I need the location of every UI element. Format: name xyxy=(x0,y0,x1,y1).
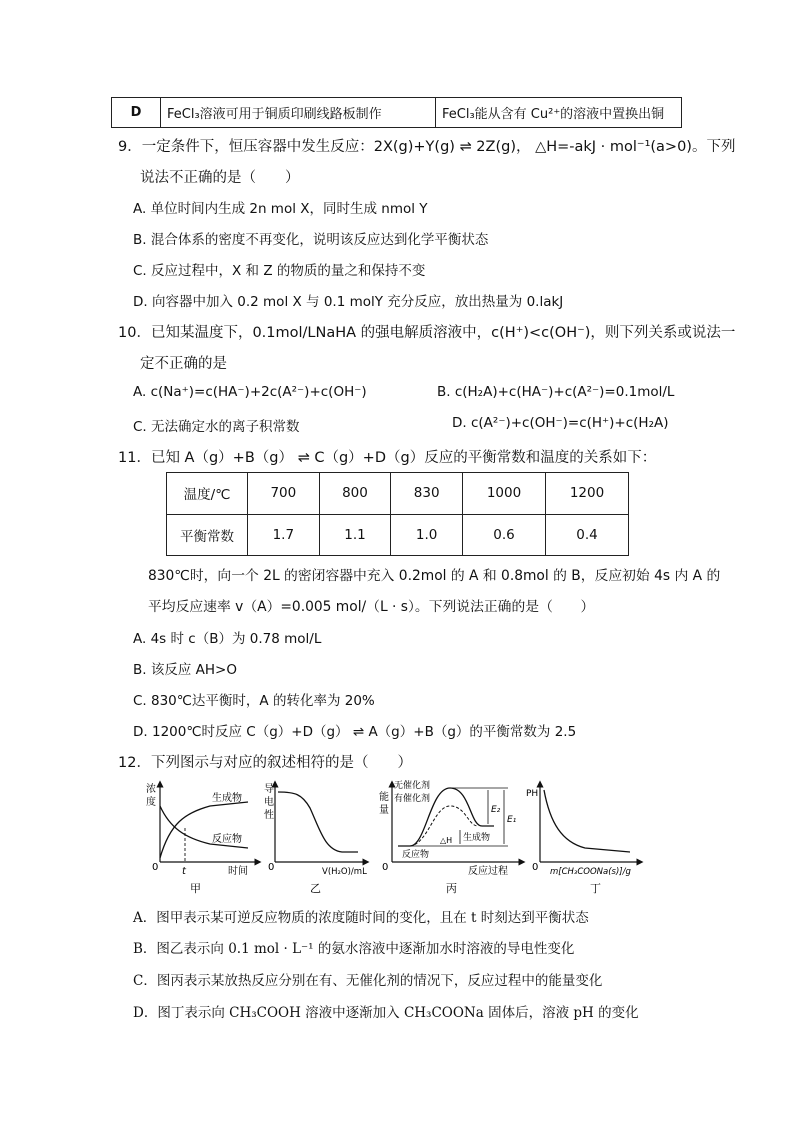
figure-bing xyxy=(379,779,522,895)
table-cell: 0.6 xyxy=(463,514,546,556)
q11-option-d: D. 1200℃时反应 C（g）+D（g） ⇌ A（g）+B（g）的平衡常数为 2.5 xyxy=(133,724,577,740)
jia-origin: 0 xyxy=(152,862,159,873)
ding-origin: 0 xyxy=(532,862,539,873)
bing-reactant-label: 反应物 xyxy=(402,850,430,860)
q11-option-b: B. 该反应 AH>O xyxy=(133,662,237,678)
bing-ylabel-1: 能 xyxy=(379,792,389,803)
bing-product-label: 生成物 xyxy=(463,833,491,843)
q11-paragraph-line2: 平均反应速率 v（A）=0.005 mol/（L · s）。下列说法正确的是（ ） xyxy=(148,599,595,615)
q12-option-b: B．图乙表示向 0.1 mol · L⁻¹ 的氨水溶液中逐渐加水时溶液的导电性变化 xyxy=(133,941,575,957)
ding-ph-curve xyxy=(544,790,630,852)
jia-xlabel: 时间 xyxy=(228,866,248,877)
yi-conductivity-curve xyxy=(278,792,358,852)
jia-reactant-label: 反应物 xyxy=(212,834,242,845)
ding-caption: 丁 xyxy=(590,882,601,895)
q10-option-c: C. 无法确定水的离子积常数 xyxy=(133,419,300,435)
table-cell: 700 xyxy=(248,473,320,515)
q12-figures xyxy=(130,778,675,898)
table-row xyxy=(167,514,629,556)
figure-ding xyxy=(526,784,640,895)
table-cell: 1000 xyxy=(463,473,546,515)
row-right-cell: FeCl₃能从含有 Cu²⁺的溶液中置换出铜 xyxy=(436,98,682,128)
ding-xlabel: m[CH₃COONa(s)]/g xyxy=(550,867,631,877)
q9-option-b: B. 混合体系的密度不再变化，说明该反应达到化学平衡状态 xyxy=(133,232,489,248)
row-left-cell: FeCl₃溶液可用于铜质印刷线路板制作 xyxy=(161,98,436,128)
jia-caption: 甲 xyxy=(190,882,201,895)
q10-option-d: D. c(A²⁻)+c(OH⁻)=c(H⁺)+c(H₂A) xyxy=(452,415,669,431)
bing-ylabel-2: 量 xyxy=(379,805,389,816)
table-cell: 1.0 xyxy=(391,514,463,556)
q10-option-a: A. c(Na⁺)=c(HA⁻)+2c(A²⁻)+c(OH⁻) xyxy=(133,384,367,400)
table-cell: 830 xyxy=(391,473,463,515)
prev-question-table-row xyxy=(111,97,682,128)
bing-xlabel: 反应过程 xyxy=(468,866,508,877)
yi-xlabel: V(H₂O)/mL xyxy=(322,867,367,877)
row-letter: D xyxy=(112,98,161,128)
q12-option-d: D．图丁表示向 CH₃COOH 溶液中逐渐加入 CH₃COONa 固体后，溶液 pH 的变化 xyxy=(133,1005,639,1021)
q11-option-a: A. 4s 时 c（B）为 0.78 mol/L xyxy=(133,631,322,647)
bing-dh-label: △H xyxy=(440,836,453,845)
q9-stem-line1: 9．一定条件下，恒压容器中发生反应：2X(g)+Y(g) ⇌ 2Z(g)， △H=-akJ · mol⁻¹(a>0)。下列 xyxy=(118,139,736,155)
table-cell: 温度/℃ xyxy=(167,473,248,515)
q11-paragraph-line1: 830℃时，向一个 2L 的密闭容器中充入 0.2mol 的 A 和 0.8mol 的 B，反应初始 4s 内 A 的 xyxy=(148,568,721,584)
table-cell: 1200 xyxy=(546,473,629,515)
equilibrium-constant-table xyxy=(166,472,629,556)
q9-option-d: D. 向容器中加入 0.2 mol X 与 0.1 molY 充分反应，放出热量为 0.lakJ xyxy=(133,294,564,310)
table-cell: 1.1 xyxy=(319,514,391,556)
table-cell: 800 xyxy=(319,473,391,515)
yi-ylabel-2: 电 xyxy=(264,797,274,808)
table-row xyxy=(167,473,629,515)
jia-ylabel-2: 度 xyxy=(146,797,156,808)
jia-product-label: 生成物 xyxy=(212,793,242,804)
table-cell: 1.7 xyxy=(248,514,320,556)
yi-caption: 乙 xyxy=(310,882,321,895)
q10-option-b: B. c(H₂A)+c(HA⁻)+c(A²⁻)=0.1mol/L xyxy=(437,384,675,400)
bing-caption: 丙 xyxy=(446,882,457,895)
q11-option-c: C. 830℃达平衡时，A 的转化率为 20% xyxy=(133,693,375,709)
q9-stem-line2: 说法不正确的是（ ） xyxy=(140,170,300,186)
bing-no-catalyst-label: 无催化剂 xyxy=(394,781,431,791)
q10-stem-line1: 10．已知某温度下，0.1mol/LNaHA 的强电解质溶液中，c(H⁺)<c(OH⁻)，则下列关系或说法一 xyxy=(118,325,736,341)
yi-origin: 0 xyxy=(268,862,275,873)
bing-catalyst-label: 有催化剂 xyxy=(394,794,431,804)
q10-stem-line2: 定不正确的是 xyxy=(140,356,227,372)
table-cell: 0.4 xyxy=(546,514,629,556)
q9-option-c: C. 反应过程中，X 和 Z 的物质的量之和保持不变 xyxy=(133,263,426,279)
bing-origin: 0 xyxy=(382,862,389,873)
yi-ylabel-1: 导 xyxy=(264,784,274,795)
table-cell: 平衡常数 xyxy=(167,514,248,556)
bing-e1-label: E₁ xyxy=(507,815,517,825)
q12-option-a: A．图甲表示某可逆反应物质的浓度随时间的变化，且在 t 时刻达到平衡状态 xyxy=(133,910,589,926)
q11-stem: 11．已知 A（g）+B（g） ⇌ C（g）+D（g）反应的平衡常数和温度的关系如下： xyxy=(118,450,657,466)
yi-ylabel-3: 性 xyxy=(264,810,274,821)
q9-option-a: A. 单位时间内生成 2n mol X，同时生成 nmol Y xyxy=(133,201,428,217)
jia-product-curve xyxy=(160,802,248,858)
bing-e2-label: E₂ xyxy=(491,805,501,815)
ding-ylabel: PH xyxy=(526,789,539,799)
jia-t-label: t xyxy=(182,866,186,877)
figure-yi xyxy=(264,783,367,895)
figure-jia xyxy=(146,782,258,895)
q12-stem: 12．下列图示与对应的叙述相符的是（ ） xyxy=(118,755,412,771)
jia-ylabel-1: 浓 xyxy=(146,784,156,795)
q12-option-c: C．图丙表示某放热反应分别在有、无催化剂的情况下，反应过程中的能量变化 xyxy=(133,973,603,989)
